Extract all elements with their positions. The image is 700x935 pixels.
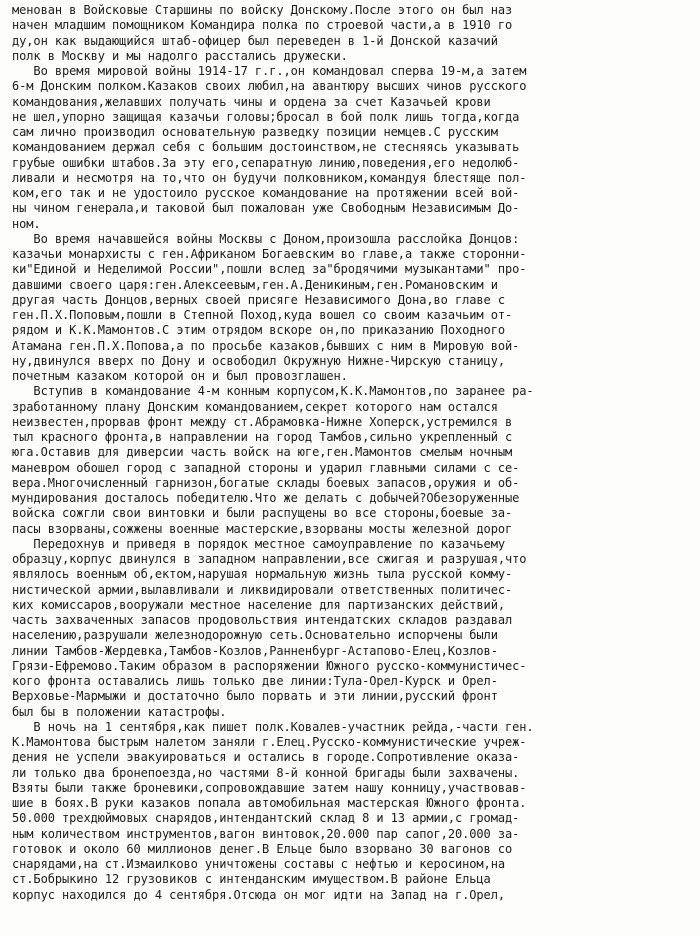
text-line: Передохнув и приведя в порядок местное самоуправление по казачьему: [12, 536, 505, 551]
text-line: ки"Единой и Неделимой России",пошли вслед за"бродячими музыкантами" про-: [12, 262, 527, 277]
text-line: ких комиссаров,вооружали местное население для партизанских действий,: [12, 597, 505, 612]
document-body: [12, 3, 696, 903]
text-line: командования,желавших получать чины и ордена за счет Казачьей крови: [12, 94, 491, 109]
text-line: казачьи монархисты с ген.Африканом Богаевским во главе,а также сторонни-: [12, 247, 527, 261]
text-line: ну,двинулся вверх по Дону и освободил Окружную Нижне-Чирскую станицу,: [12, 353, 505, 368]
text-line: Грязи-Ефремово.Таким образом в распоряжении Южного русско-коммунистичес-: [12, 658, 527, 673]
text-line: ген.П.Х.Поповым,пошли в Степной Поход,куда вошел со своим казачьим от-: [12, 308, 513, 322]
text-line: корпус находился до 4 сентября.Отсюда он мог идти на Запад на г.Орел,: [12, 887, 505, 902]
text-line: мундирования досталось победителю.Что же делать с добычей?Обезоруженные: [12, 491, 520, 505]
text-line: образцу,корпус двинулся в западном направлении,все сжигая и разрушая,что: [12, 552, 527, 566]
text-line: линии Тамбов-Жердевка,Тамбов-Козлов,Ранненбург-Астапово-Елец,Козлов-: [12, 643, 498, 658]
text-line: почетным казаком которой он и был провозглашен.: [12, 369, 348, 383]
text-line: менован в Войсковые Старшины по войску Донскому.После этого он был наз: [12, 3, 513, 17]
text-line: нистической армии,вылавливали и ликвидировали ответственных политичес-: [12, 582, 513, 597]
text-line: часть захваченных запасов продовольствия интендатских складов раздавал: [12, 613, 513, 627]
text-line: зработанному плану Донским командованием,секрет которого нам остался: [12, 399, 498, 414]
text-line: ком,его так и не удостоило русское командование на протяжении всей вой-: [12, 186, 520, 200]
text-line: населению,разрушали железнодорожную сеть.Основательно испорчены были: [12, 628, 498, 643]
text-line: пасы взорваны,сожжены военные мастерские,взорваны мосты железной дорог: [12, 521, 513, 536]
text-line: другая часть Донцов,верных своей присяге Независимого Дона,во главе с: [12, 292, 505, 307]
text-line: неизвестен,прорвав фронт между ст.Абрамовка-Нижне Хоперск,устремился в: [12, 414, 513, 429]
text-line: кого фронта оставались лишь только две линии:Тула-Орел-Курск и Орел-: [12, 674, 498, 688]
text-line: ду,он как выдающийся штаб-офицер был переведен в 1-й Донской казачий: [12, 33, 498, 48]
text-line: В ночь на 1 сентября,как пишет полк.Ковалев-участник рейда,-части ген.: [12, 719, 534, 734]
text-line: снарядами,на ст.Измаилково уничтожены составы с нефтью и керосином,на: [12, 857, 505, 871]
text-line: юга.Оставив для диверсии часть войск на юге,ген.Мамонтов смелым ночным: [12, 445, 513, 460]
text-line: Верховье-Мармыжи и достаточно было порвать и эти линии,русский фронт: [12, 689, 498, 704]
text-line: сам лично производил основательную разведку позиции немцев.С русским: [12, 125, 498, 139]
text-line: был бы в положении катастрофы.: [12, 704, 227, 719]
text-line: полк в Москву и мы надолго расстались дружески.: [12, 48, 348, 63]
text-line: тыл красного фронта,в направлении на город Тамбов,сильно укрепленный с: [12, 430, 513, 444]
text-line: давшими своего царя:ген.Алексеевым,ген.А.Деникиным,ген.Романовским и: [12, 277, 498, 292]
text-line: 50.000 трехдюймовых снарядов,интендантский склад 8 и 13 армии,с громад-: [12, 811, 520, 826]
text-line: 6-м Донским полком.Казаков своих любил,на авантюру высших чинов русского: [12, 79, 527, 94]
text-line: Во время мировой войны 1914-17 г.г.,он командовал сперва 19-м,а затем: [12, 64, 527, 78]
text-line: командованием держал себя с большим достоинством,не стесняясь указывать: [12, 140, 520, 155]
text-line: войска сожгли свои винтовки и были распущены во все стороны,боевые за-: [12, 506, 513, 521]
text-line: готовок и около 60 миллионов денег.В Ельце было взорвано 30 вагонов со: [12, 841, 513, 856]
text-line: дения не успели эвакуироваться и остались в городе.Сопротивление оказа-: [12, 750, 520, 765]
text-line: грубые ошибки штабов.За эту его,сепаратную линию,поведения,его недолюб-: [12, 155, 520, 170]
text-line: Во время начавшейся войны Москвы с Доном,произошла расслойка Донцов:: [12, 231, 520, 246]
text-line: рядом и К.К.Мамонтов.С этим отрядом вскоре он,по приказанию Походного: [12, 323, 505, 338]
text-line: Атамана ген.П.Х.Попова,а по просьбе казаков,бывших с ним в Мировую вой-: [12, 338, 520, 353]
text-line: ст.Бобрыкино 12 грузовиков с интенданским имуществом.В районе Ельца: [12, 872, 491, 887]
text-line: не шел,упорно защищая казачьи головы;бросал в бой полк лишь тогда,когда: [12, 109, 520, 124]
text-line: Взяты были также броневики,сопровождавшие затем нашу конницу,участвовав-: [12, 780, 527, 795]
text-line: начен младшим помощником Командира полка по строевой части,а в 1910 го: [12, 18, 513, 33]
text-line: ли только два бронепоезда,но частями 8-й конной бригады были захвачены.: [12, 765, 520, 780]
text-line: шие в боях.В руки казаков попала автомобильная мастерская Южного фронта.: [12, 796, 527, 810]
text-line: Вступив в командование 4-м конным корпусом,К.К.Мамонтов,по заранее ра-: [12, 384, 534, 399]
text-line: К.Мамонтова быстрым налетом заняли г.Елец.Русско-коммунистические учреж-: [12, 735, 527, 749]
text-line: маневром обошел город с западной стороны и ударил главными силами с се-: [12, 460, 520, 475]
text-line: вера.Многочисленный гарнизон,богатые склады боевых запасов,оружия и об-: [12, 475, 520, 490]
text-line: ливали и несмотря на то,что он будучи полковником,командуя блестяще пол-: [12, 170, 527, 185]
text-line: являлось военным об,ектом,нарушая нормальную жизнь тыла русской комму-: [12, 567, 513, 582]
text-line: ны чином генерала,и таковой был пожалован уже Свободным Независимым До-: [12, 201, 520, 216]
text-line: ном.: [12, 216, 41, 231]
text-line: ным количеством инструментов,вагон винтовок,20.000 пар сапог,20.000 за-: [12, 826, 520, 841]
